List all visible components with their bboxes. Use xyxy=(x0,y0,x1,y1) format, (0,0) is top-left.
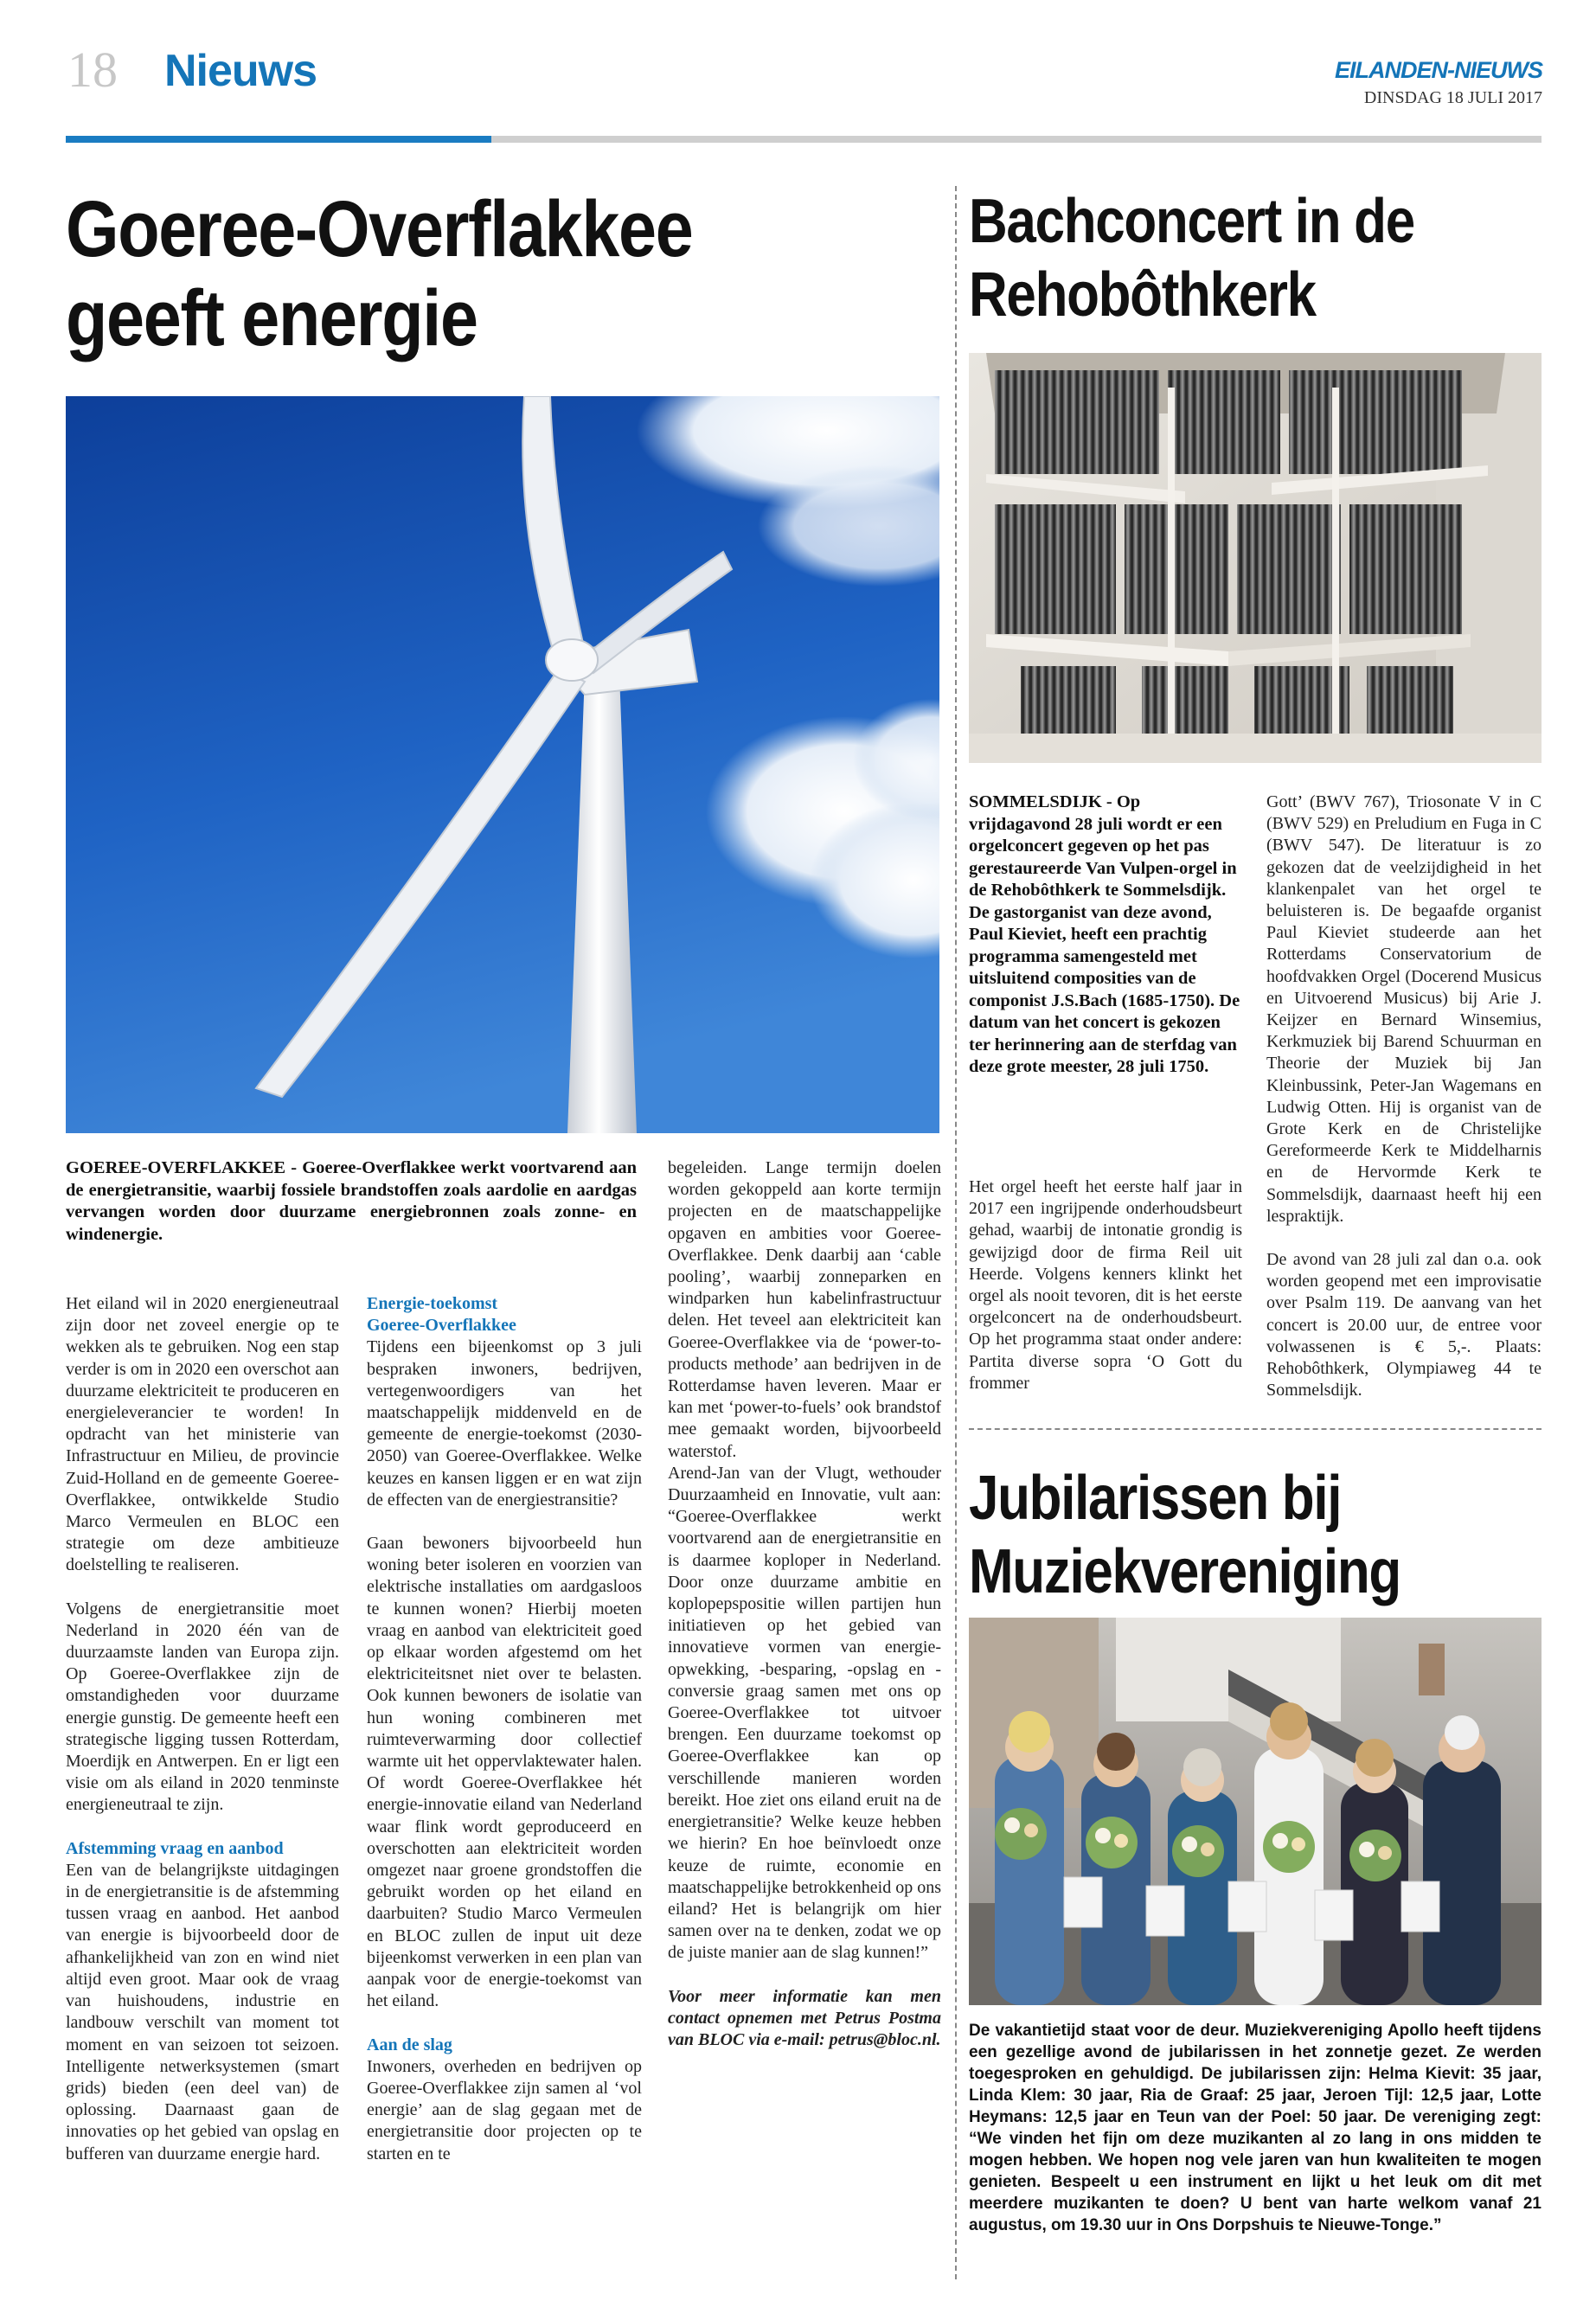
bach-headline-line-1: Bachconcert in de xyxy=(969,187,1414,256)
article-bach-headline xyxy=(969,185,1549,332)
energy-col1-paragraph-1: Het eiland wil in 2020 energieneutraal zijn door net zoveel energie op te wekken als te gebruiken. Nog een stap verder is om in 2020 een overschot aan duurzame elektriciteit te produceren en energieleverancier te worden! In opdracht van het ministerie van Infrastructuur en Milieu, de provincie Zuid-Holland en de gemeente Goeree-Overflakkee, ontwikkelde Studio Marco Vermeulen en BLOC een strategie om deze ambitieuze doelstelling te realiseren. xyxy=(66,1294,339,1575)
bach-headline-line-2: Rehobôthkerk xyxy=(969,260,1316,330)
bach-col2-paragraph-1: Gott’ (BWV 767), Triosonate V in C (BWV 529) en Preludium en Fuga in C (BWV 547). De literatuur is zo gekozen dat de veelzijdigheid in het klankenpalet van het orgel te beluisteren is. De begaafde organist Paul Kieviet studeerde aan het Rotterdams Conservatorium de hoofdvakken Orgel (Docerend Musicus en Uitvoerend Musicus) bij Arie J. Keijzer en Bernard Winsemius, Kerkmuziek bij Barend Schuurman en Theorie der Muziek bij Jan Kleinbussink, Peter-Jan Wagemans en Ludwig Otten. Hij is organist van de Grote Kerk en de Christelijke Gereformeerde Kerk te Middelharnis en de Hervormde Kerk te Sommelsdijk, daarnaast heeft hij een lespraktijk. xyxy=(1266,792,1542,1226)
energy-subheading-afstemming: Afstemming vraag en aanbod xyxy=(66,1838,284,1858)
article-energy-headline xyxy=(66,185,913,363)
apollo-headline-line-1: Jubilarissen bij xyxy=(969,1464,1342,1533)
section-title: Nieuws xyxy=(164,46,317,96)
article-separator xyxy=(969,1428,1542,1430)
energy-subheading-toekomst-2: Goeree-Overflakkee xyxy=(367,1316,516,1336)
bach-column-2 xyxy=(1266,792,1542,1423)
bach-col1-paragraph-1: Het orgel heeft het eerste half jaar in 2017 een ingrijpende onderhoudsbeurt gehad, waarbij de intonatie grondig is gewijzigd door de firma Reil uit Heerde. Volgens kenners klinkt het orgel als nooit tevoren, dit is het eerste orgelconcert na de onderhoudsbeurt. Op het programma staat onder andere: Partita diverse sopra ‘O Gott du frommer xyxy=(969,1177,1242,1393)
energy-col3-paragraph-2: Arend-Jan van der Vlugt, wethouder Duurzaamheid en Innovatie, vult aan: “Goeree-Overflakkee werkt voortvarend aan de energietransitie en is daarmee koploper in Nederland. Door onze duurzame ambitie en koplopерspositie willen partijen hun initiatieven op het gebied van innovatieve vormen van energie-opwekking, -besparing, -opslag en -conversie graag samen met ons op Goeree-Overflakkee tot uitvoer brengen. Een duurzame toekomst op Goeree-Overflakkee kan op verschillende manieren worden bereikt. Hoe ziet ons eiland eruit na de energietransitie? Welke keuze hebben we hierin? En hoe beïnvloedt onze keuze de ruimte, economie en maatschappelijke betrokkenheid op ons eiland? Het is belangrijk om hier samen over na te denken, zodat we op de juiste manier aan de slag kunnen!” xyxy=(668,1463,942,1963)
jubilee-group-photo xyxy=(969,1618,1542,2005)
energy-subheading-toekomst: Energie-toekomst xyxy=(367,1294,498,1313)
page-number: 18 xyxy=(67,42,118,98)
energy-col3-paragraph-1: begeleiden. Lange termijn doelen worden gekoppeld aan korte termijn projecten en de maatschappelijke opgaven en ambities voor Goeree-Overflakkee. Denk daarbij aan ‘cable pooling’, waarbij zonneparken en windparken hun kabelinfrastructuur delen. Het teveel aan elektriciteit kan Goeree-Overflakkee via de ‘power-to-products methode’ aan bedrijven in de Rotterdamse haven leveren. Maar er kan met ‘power-to-fuels’ ook brandstof mee gemaakt worden, bijvoorbeeld waterstof. xyxy=(668,1158,941,1461)
energy-col1-paragraph-3: Een van de belangrijkste uitdagingen in de energietransitie is de afstemming tussen vraag en aanbod. Het aanbod van energie is bijvoorbeeld door de afhankelijkheid van zon en wind niet altijd even groot. Maar ook de vraag van huishoudens, industrie en landbouw verschilt van moment tot moment en van seizoen tot seizoen. Intelligente netwerksystemen (smart grids) bieden (een deel van) de oplossing. Daarnaast gaan de innovaties op het gebied van opslag en bufferen van duurzame energie hard. xyxy=(66,1860,339,2163)
newspaper-logo: EILANDEN-NIEUWS xyxy=(1335,57,1542,83)
header-accent-rule xyxy=(66,136,491,143)
bach-col2-paragraph-2: De avond van 28 juli zal dan o.a. ook worden geopend met een improvisatie over Psalm 119. De aanvang van het concert is 20.00 uur, de entree voor volwassenen is € 5,-. Plaats: Rehobôthkerk, Olympiaweg 44 te Sommelsdijk. xyxy=(1266,1250,1542,1400)
energy-subheading-aan-de-slag: Aan de slag xyxy=(367,2035,452,2054)
wind-turbine-photo xyxy=(66,396,939,1133)
headline-line-1: Goeree-Overflakkee xyxy=(66,185,693,273)
jubilee-caption: De vakantietijd staat voor de deur. Muziekvereniging Apollo heeft tijdens een gezellige avond de jubilarissen in het zonnetje gezet. Ze werden toegesproken en gehuldigd. De jubilarissen zijn: Helma Kievit: 35 jaar, Linda Klem: 30 jaar, Ria de Graaf: 25 jaar, Jeroen Tijl: 12,5 jaar, Lotte Heymans: 12,5 jaar en Teun van der Poel: 50 jaar. De vereniging zegt: “We vinden het fijn om deze muzikanten al zo lang in ons midden te mogen hebben. We hopen nog vele jaren van hun kwaliteiten te mogen genieten. Bespeelt u een instrument en lijkt u het leuk om dit met meerdere muzikanten te doen? U bent van harte welkom vanaf 21 augustus, om 19.30 uur in Ons Dorpshuis te Nieuwe-Tonge.” xyxy=(969,2022,1542,2234)
organ-photo xyxy=(969,353,1542,763)
bach-column-1 xyxy=(969,1176,1242,1416)
energy-column-3 xyxy=(668,1157,941,2073)
issue-date: DINSDAG 18 JULI 2017 xyxy=(1363,88,1542,107)
energy-column-2 xyxy=(367,1293,642,2187)
headline-line-2: geeft energie xyxy=(66,274,478,363)
apollo-headline-line-2: Muziekvereniging xyxy=(969,1536,1401,1606)
energy-column-1 xyxy=(66,1293,339,2187)
energy-contact-info: Voor meer informatie kan men contact opnemen met Petrus Postma van BLOC via e-mail: petrus@bloc.nl. xyxy=(668,1986,941,2049)
energy-col2-paragraph-3: Inwoners, overheden en bedrijven op Goeree-Overflakkee zijn samen al ‘vol energie’ aan de slag gegaan met de energietransitie door projecten op te starten en te xyxy=(367,2056,642,2163)
energy-col2-paragraph-2: Gaan bewoners bijvoorbeeld hun woning beter isoleren en voorzien van elektrische installaties om aardgasloos te kunnen wonen? Hierbij moeten vraag en aanbod van elektriciteit goed op elkaar worden afgestemd om het elektriciteitsnet niet over te belasten. Ook kunnen bewoners de isolatie van hun woning combineren met ruimteverwarming door collectief warmte uit het oppervlaktewater halen. Of wordt Goeree-Overflakkee hét energie-innovatie eiland van Nederland waar flink wordt geproduceerd en overschotten aan elektriciteit worden omgezet naar groene grondstoffen die gebruikt worden op het eiland en daarbuiten? Studio Marco Vermeulen en BLOC zullen de input uit deze bijeenkomst verwerken in een plan van aanpak voor de energie-toekomst van het eiland. xyxy=(367,1534,642,2011)
energy-lede: GOEREE-OVERFLAKKEE - Goeree-Overflakkee werkt voortvarend aan de energietransitie, waarbij fossiele brandstoffen zoals aardolie en aardgas vervangen worden door duurzame energiebronnen zoals zonne- en windenergie. xyxy=(66,1158,637,1244)
energy-col1-paragraph-2: Volgens de energietransitie moet Nederland in 2020 één van de duurzaamste landen van Europa zijn. Op Goeree-Overflakkee zijn de omstandigheden voor duurzame energie gunstig. De gemeente heeft een strategische ligging tussen Rotterdam, Moerdijk en Antwerpen. En er ligt een visie om als eiland in 2020 tenminste energieneutraal te zijn. xyxy=(66,1599,339,1815)
energy-col2-paragraph-1: Tijdens een bijeenkomst op 3 juli bespraken inwoners, bedrijven, vertegenwoordigers van het maatschappelijk middenveld en de gemeente de energie-toekomst (2030-2050) van Goeree-Overflakkee. Welke keuzes en kansen liggen er en wat zijn de effecten van de energiestransitie? xyxy=(367,1337,642,1509)
bach-lede: SOMMELSDIJK - Op vrijdagavond 28 juli wordt er een orgelconcert gegeven op het pas gerestaureerde Van Vulpen-orgel in de Rehobôthkerk te Sommelsdijk. De gastorganist van deze avond, Paul Kieviet, heeft een prachtig programma samengesteld met uitsluitend composities van de componist J.S.Bach (1685-1750). De datum van het concert is gekozen ter herinnering aan de sterfdag van deze grote meester, 28 juli 1750. xyxy=(969,792,1240,1076)
column-separator xyxy=(955,186,957,2279)
